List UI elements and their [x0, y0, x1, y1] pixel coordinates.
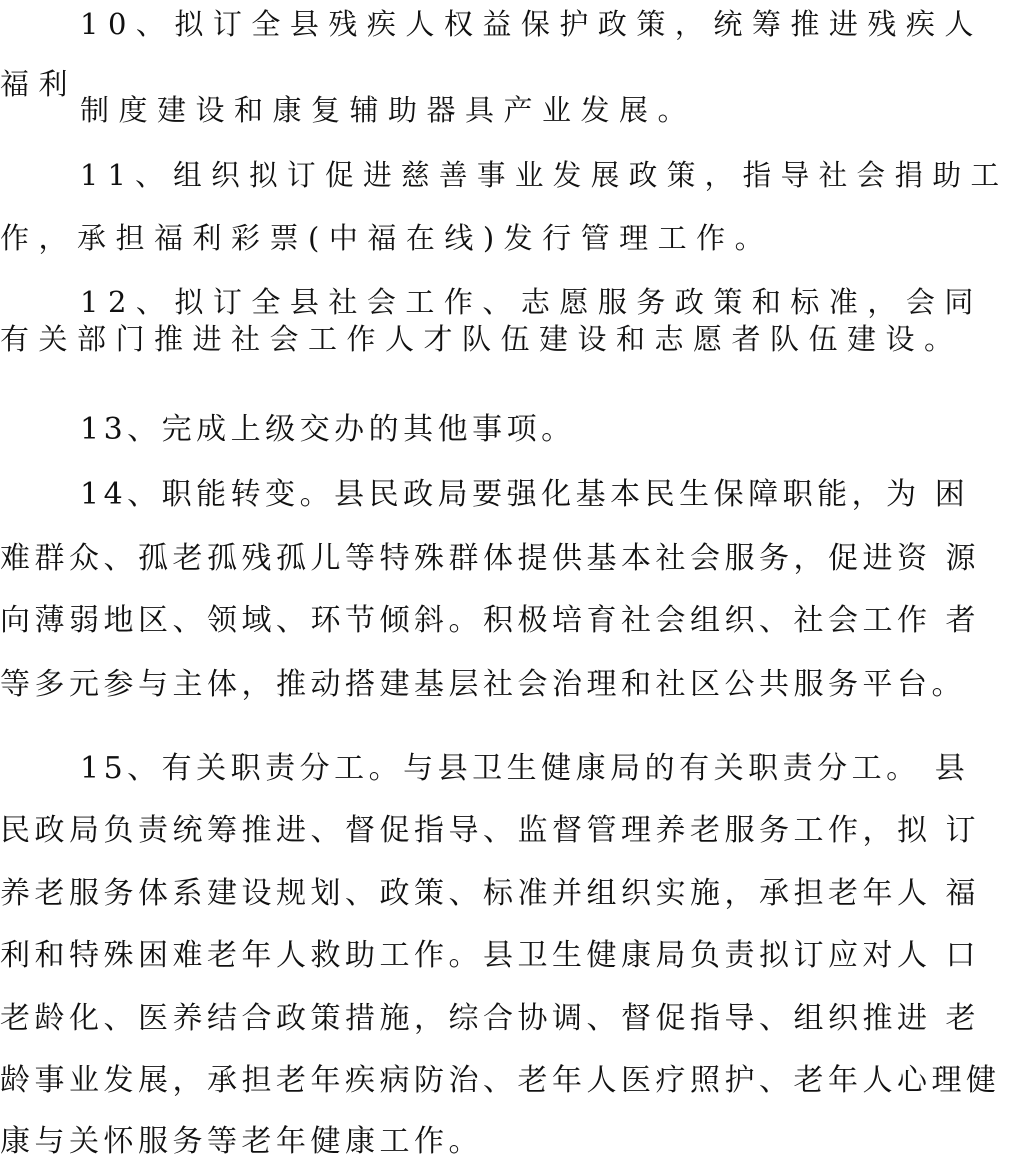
paragraph-13-line-1: 13、完成上级交办的其他事项。 — [80, 412, 576, 447]
paragraph-10-line-2: 福利 — [0, 67, 78, 101]
paragraph-15-line-6: 龄事业发展，承担老年疾病防治、老年人医疗照护、老年人心理健 — [0, 1063, 1001, 1098]
paragraph-10-line-1: 10、拟订全县残疾人权益保护政策，统筹推进残疾人 — [80, 7, 983, 41]
paragraph-14-line-2: 难群众、孤老孤残孤儿等特殊群体提供基本社会服务，促进资 源 — [0, 541, 981, 576]
paragraph-15-line-1: 15、有关职责分工。与县卫生健康局的有关职责分工。 县 — [80, 751, 970, 786]
paragraph-10-line-3: 制度建设和康复辅助器具产业发展。 — [80, 93, 697, 127]
paragraph-15-line-2: 民政局负责统筹推进、督促指导、监督管理养老服务工作，拟 订 — [0, 813, 981, 848]
paragraph-11-line-1: 11、组织拟订促进慈善事业发展政策，指导社会捐助工 — [80, 158, 1009, 192]
paragraph-15-line-4: 利和特殊困难老年人救助工作。县卫生健康局负责拟订应对人 口 — [0, 938, 981, 973]
paragraph-15-line-5: 老龄化、医养结合政策措施，综合协调、督促指导、组织推进 老 — [0, 1001, 981, 1036]
paragraph-12-line-1: 12、拟订全县社会工作、志愿服务政策和标准，会同 — [80, 285, 983, 319]
paragraph-15-line-3: 养老服务体系建设规划、政策、标准并组织实施，承担老年人 福 — [0, 876, 981, 911]
paragraph-12-line-2: 有关部门推进社会工作人才队伍建设和志愿者队伍建设。 — [0, 322, 963, 356]
paragraph-15-line-7: 康与关怀服务等老年健康工作。 — [0, 1124, 483, 1159]
paragraph-14-line-4: 等多元参与主体，推动搭建基层社会治理和社区公共服务平台。 — [0, 667, 966, 702]
paragraph-14-line-1: 14、职能转变。县民政局要强化基本民生保障职能，为 困 — [80, 477, 970, 512]
paragraph-14-line-3: 向薄弱地区、领域、环节倾斜。积极培育社会组织、社会工作 者 — [0, 603, 981, 638]
paragraph-11-line-2: 作，承担福利彩票(中福在线)发行管理工作。 — [0, 221, 774, 255]
